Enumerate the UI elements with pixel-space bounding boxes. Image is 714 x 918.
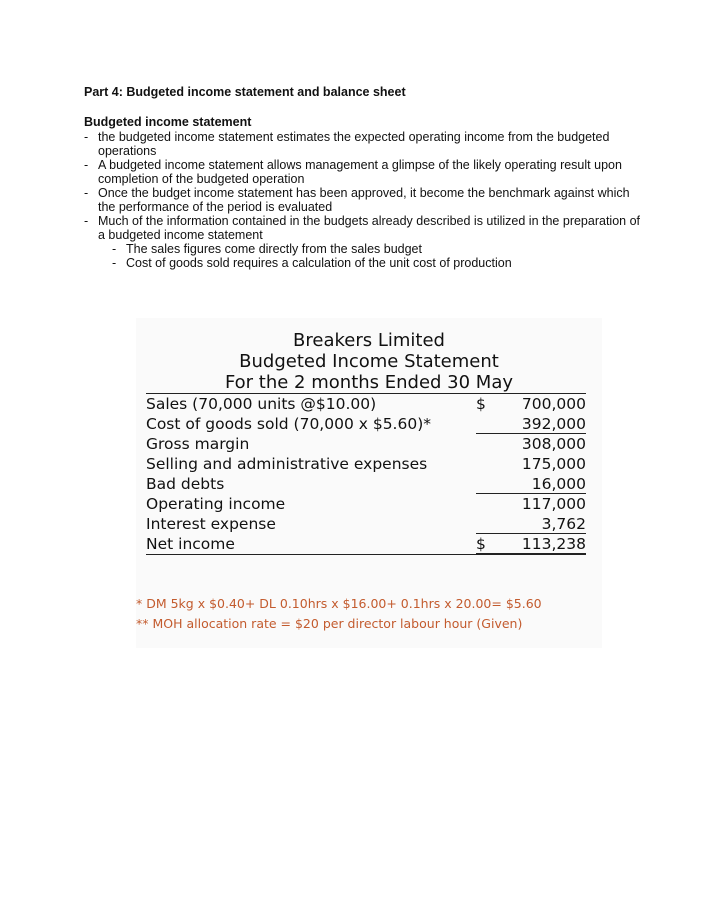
row-amount <box>476 514 586 534</box>
statement-period: For the 2 months Ended 30 May <box>224 372 514 393</box>
amount-value: 117,000 <box>521 495 586 513</box>
statement-row-sales <box>146 394 586 414</box>
statement-row-cogs <box>146 414 586 434</box>
footnote: * DM 5kg x $0.40+ DL 0.10hrs x $16.00+ 0.1hrs x 20.00= $5.60 <box>136 596 542 611</box>
income-statement-image <box>136 318 602 648</box>
currency-symbol: $ <box>476 395 486 413</box>
amount-value: 16,000 <box>531 475 586 493</box>
row-label: Cost of goods sold (70,000 x $5.60)* <box>146 415 432 433</box>
sub-bullet-list <box>84 242 644 270</box>
statement-row-gross-margin <box>146 434 586 454</box>
amount-value: 113,238 <box>521 535 586 553</box>
bullet-item: - Once the budget income statement has been approved, it become the benchmark against which the performance of the period is evaluated <box>84 186 644 214</box>
document-body <box>84 84 644 270</box>
row-label: Gross margin <box>146 435 250 453</box>
statement-row-interest <box>146 514 586 534</box>
company-name: Breakers Limited <box>293 330 445 351</box>
row-amount <box>476 434 586 454</box>
amount-value: 392,000 <box>521 415 586 433</box>
row-amount <box>476 454 586 474</box>
bullet-item: - Much of the information contained in the budgets already described is utilized in the preparation of a budgeted income statement <box>84 214 644 242</box>
statement-row-operating-income <box>146 494 586 514</box>
row-amount <box>476 474 586 494</box>
sub-bullet-item: - The sales figures come directly from the sales budget <box>112 242 644 256</box>
row-label: Selling and administrative expenses <box>146 455 428 473</box>
currency-symbol: $ <box>476 535 486 553</box>
footnote: ** MOH allocation rate = $20 per director labour hour (Given) <box>136 616 523 631</box>
amount-value: 308,000 <box>521 435 586 453</box>
bullet-item: - A budgeted income statement allows management a glimpse of the likely operating result upon completion of the budgeted operation <box>84 158 644 186</box>
row-amount <box>476 414 586 434</box>
statement-title: Budgeted Income Statement <box>239 351 499 372</box>
row-label: Sales (70,000 units @$10.00) <box>146 395 377 413</box>
bullet-item: - the budgeted income statement estimates the expected operating income from the budgeted operations <box>84 130 644 158</box>
statement-notes <box>136 594 542 634</box>
row-label: Operating income <box>146 495 286 513</box>
row-amount <box>476 534 586 554</box>
statement-row-bad-debts <box>146 474 586 494</box>
row-label: Bad debts <box>146 475 225 493</box>
row-amount <box>476 394 586 414</box>
row-label: Interest expense <box>146 515 276 533</box>
part-title: Part 4: Budgeted income statement and balance sheet <box>84 85 406 99</box>
bullet-list <box>84 130 644 242</box>
amount-value: 3,762 <box>541 515 586 533</box>
amount-value: 175,000 <box>521 455 586 473</box>
sub-bullet-item: - Cost of goods sold requires a calculation of the unit cost of production <box>112 256 644 270</box>
amount-value: 700,000 <box>521 395 586 413</box>
section-title: Budgeted income statement <box>84 115 252 129</box>
statement-header <box>136 330 602 393</box>
statement-table <box>146 393 586 555</box>
row-amount <box>476 494 586 514</box>
statement-row-selling-admin <box>146 454 586 474</box>
statement-row-net-income <box>146 534 586 555</box>
row-label: Net income <box>146 535 235 553</box>
